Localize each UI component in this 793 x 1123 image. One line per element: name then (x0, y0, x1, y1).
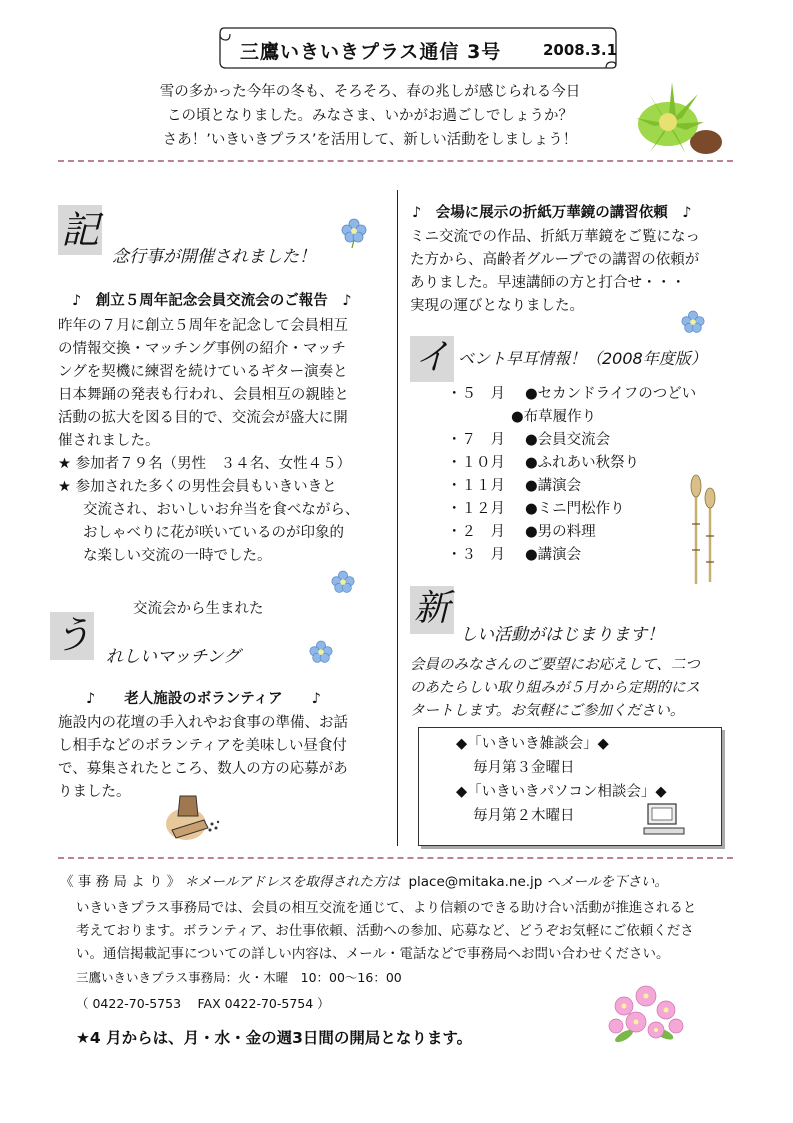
section3-body: ミニ交流での作品、折紙万華鏡をご覧になっ た方から、高齢者グループでの講習の依頼が ありました。早速講師の方と打合せ・・・ 実現の運びとなりました。 (410, 229, 700, 314)
gardening-icon (158, 790, 228, 850)
new-activities-heading: しい活動がはじまります！ (460, 625, 664, 645)
event-row: ・３ 月 ●講演会 (447, 547, 582, 563)
events-heading: ベント早耳情報！（2008年度版） (458, 349, 707, 368)
activity-schedule: 毎月第３金曜日 (473, 760, 575, 776)
computer-icon (642, 802, 688, 838)
blue-flower-icon (330, 570, 356, 598)
events-initial: イ (410, 336, 454, 382)
activity-title: ◆「いきいきパソコン相談会」◆ (456, 784, 667, 800)
section2-body: 施設内の花壇の手入れやお食事の準備、お話 し相手などのボランティアを美味しい昼食付 で、募集されたところ、数人の方の応募があ りました。 (58, 715, 348, 800)
activity-title: ◆「いきいき雑談会」◆ (456, 736, 609, 752)
horsetail-plant-icon (684, 474, 720, 586)
section2-heading: れしいマッチング (106, 647, 241, 667)
blue-flower-icon (680, 310, 706, 338)
section3-subhead: ♪ 会場に展示の折紙万華鏡の講習依頼 ♪ (412, 205, 692, 221)
section1-heading: 念行事が開催されました！ (112, 247, 316, 267)
section1-initial: 記 (58, 205, 102, 255)
blue-flower-icon (308, 640, 334, 668)
blue-flower-icon (340, 218, 368, 248)
top-divider (58, 160, 733, 162)
event-row: ・１２月 ●ミニ門松作り (447, 501, 625, 517)
email-link[interactable]: place@mitaka.ne.jp (408, 874, 543, 890)
event-row: ・７ 月 ●会員交流会 (447, 432, 611, 448)
new-activities-body: 会員のみなさんのご要望にお応えして、二つ のあたらしい取り組みが５月から定期的にス タートします。お気軽にご参加ください。 (410, 657, 700, 719)
section2-pre-heading: 交流会から生まれた (133, 601, 264, 617)
column-divider (397, 190, 398, 846)
opening-days-notice: ★4 月からは、月・水・金の週3日間の開局となります。 (76, 1029, 473, 1047)
section1-body: 昨年の７月に創立５周年を記念して会員相互 の情報交換・マッチング事例の紹介・マッチ ングを契機に練習を続けているギター演奏と 日本舞踊の発表も行われ、会員相互の親睦と 活動の拡大を図る目的で、交流会が盛大に開 催されました。 ★ 参加者７９名（男性 ３４名、女性４５） ★ 参加された多くの男性会員もいきいきと 交流され、おいしいお弁当を食べながら、 おしゃべりに花が咲いているのが印象的 な楽しい交流の一時でした。 (58, 318, 360, 564)
intro-text: 雪の多かった今年の冬も、そろそろ、春の兆しが感じられる今日 この頃となりました。みなさま、いかがお過ごしでしょうか？ さあ！’いきいきプラス’を活用して、新しい活動をしましょう！ (159, 84, 581, 148)
participants-bullet: ★ 参加者７９名（男性 ３４名、女性４５） (58, 456, 352, 472)
bottom-divider (58, 857, 733, 859)
activity-schedule: 毎月第２木曜日 (473, 808, 575, 824)
office-message: いきいきプラス事務局では、会員の相互交流を通じて、より信頼のできる助け合い活動が推進されると 考えております。ボランティア、お仕事依頼、活動への参加、応募など、どうぞお気軽にご依頼くださ い。通信掲載記事についての詳しい内容は、メール・電話などで事務局へお問い合わせください。 (76, 900, 697, 962)
newsletter-title: 三鷹いきいきプラス通信 3号 (240, 41, 502, 63)
event-row: ●布草履作り (511, 409, 597, 425)
event-row: ・５ 月 ●セカンドライフのつどい (447, 386, 697, 402)
office-hours: 三鷹いきいきプラス事務局：火・木曜 10：00～16：00 (76, 970, 402, 985)
section2-initial: う (50, 612, 94, 660)
new-activities-initial: 新 (410, 586, 454, 634)
office-email-note: 《 事 務 局 よ り 》 ＊メールアドレスを取得された方は place@mitaka.ne.jp へメールを下さい。 (60, 874, 668, 890)
event-row: ・１０月 ●ふれあい秋祭り (447, 455, 640, 471)
event-row: ・２ 月 ●男の料理 (447, 524, 596, 540)
office-phone: （ 0422-70-5753 FAX 0422-70-5754 ） (76, 996, 330, 1011)
pink-flowers-icon (594, 976, 694, 1056)
issue-date: 2008.3.1 (543, 41, 618, 59)
event-row: ・１１月 ●講演会 (447, 478, 582, 494)
section1-subhead: ♪ 創立５周年記念会員交流会のご報告 ♪ (72, 293, 352, 309)
green-plant-icon (628, 72, 728, 164)
section2-subhead: ♪ 老人施設のボランティア ♪ (86, 691, 321, 707)
